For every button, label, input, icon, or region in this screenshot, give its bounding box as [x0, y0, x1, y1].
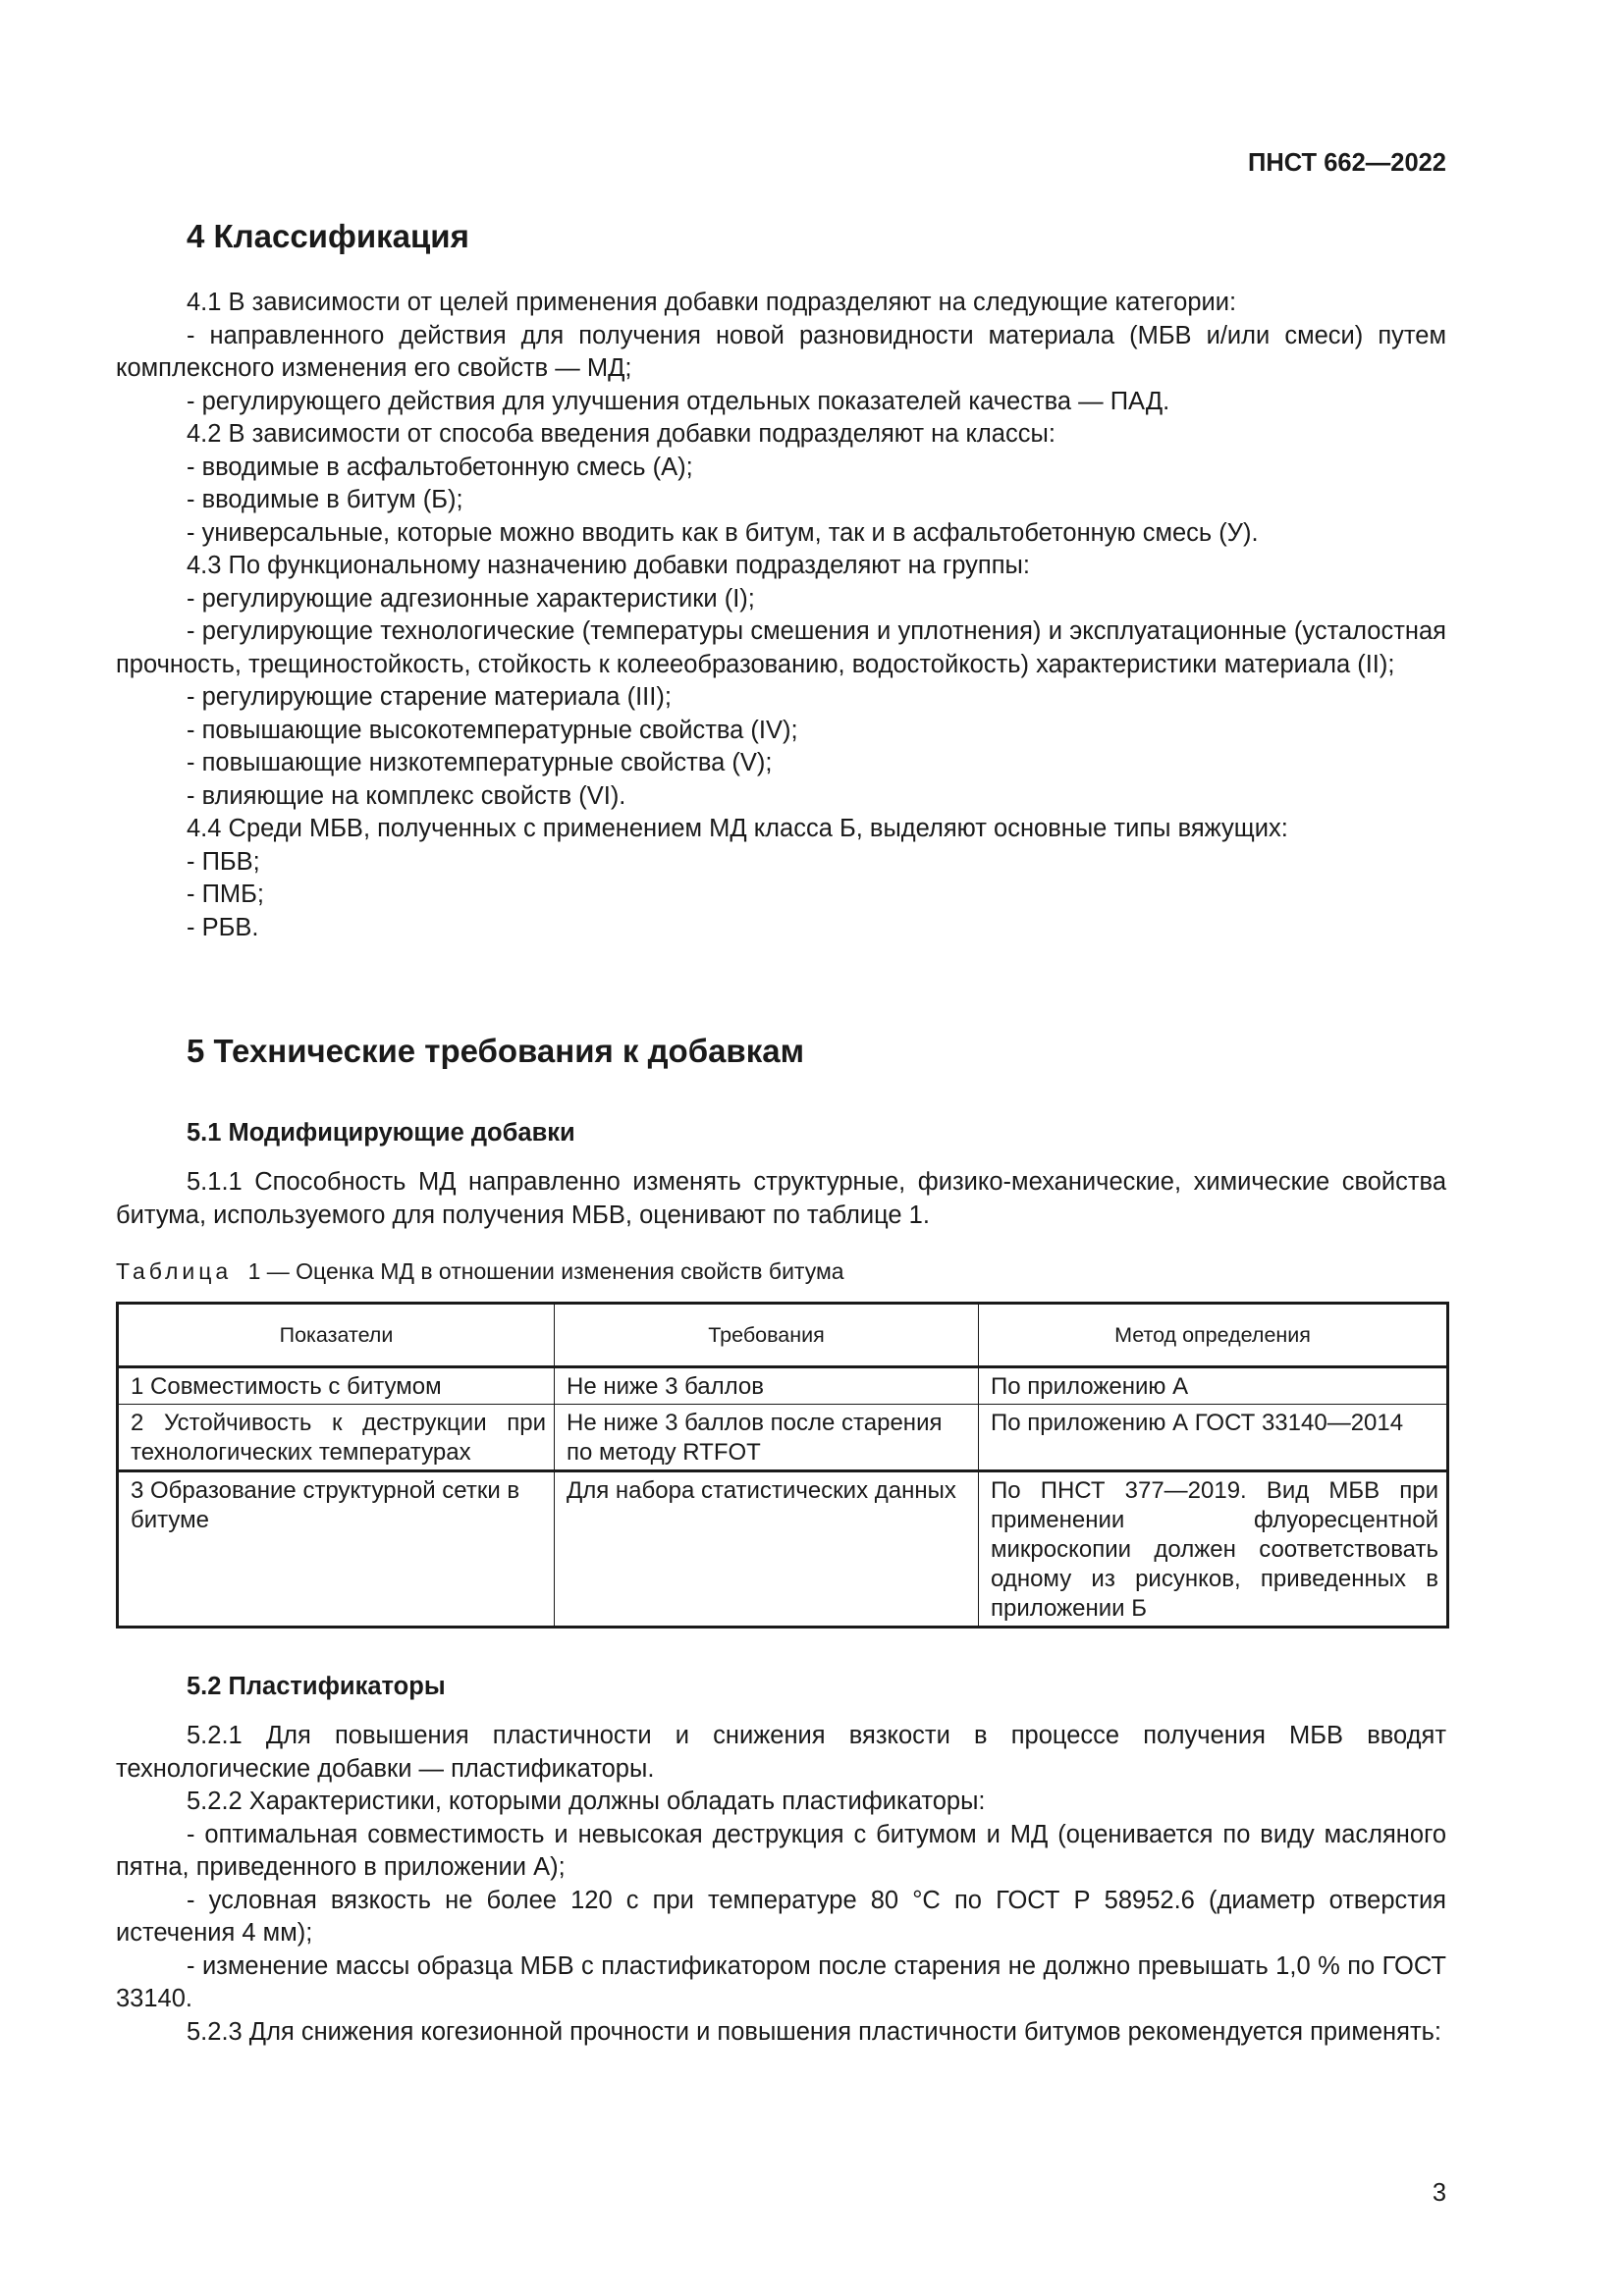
table-1: [116, 1302, 1449, 1629]
document-code: ПНСТ 662—2022: [1248, 149, 1446, 177]
para-5-2-3: 5.2.3 Для снижения когезионной прочности и повышения пластичности битумов рекомендуется применять:: [187, 2017, 1441, 2046]
table-cell: Не ниже 3 баллов после старения по методу RTFOT: [555, 1405, 979, 1471]
list-item: - регулирующие технологические (температуры смешения и уплотнения) и эксплуатационные (усталостная прочность, трещиностойкость, стойкость к колееобразованию, водостойкость) характеристики материала (II);: [116, 617, 1446, 678]
table-cell: По ПНСТ 377—2019. Вид МБВ при применении флуоресцентной микроскопии должен соответствовать одному из рисунков, приведенных в приложении Б: [979, 1471, 1448, 1628]
list-item: - оптимальная совместимость и невысокая деструкция с битумом и МД (оценивается по виду масляного пятна, приведенного в приложении А);: [116, 1820, 1446, 1881]
header-cell: Требования: [555, 1304, 979, 1367]
table-header-row: [118, 1304, 1448, 1367]
table-cell: 1 Совместимость с битумом: [118, 1367, 555, 1405]
list-item: - универсальные, которые можно вводить как в битум, так и в асфальтобетонную смесь (У).: [187, 518, 1259, 547]
section-4-title: 4 Классификация: [187, 218, 469, 254]
table-cell: По приложению А ГОСТ 33140—2014: [979, 1405, 1448, 1471]
table-cell: 2 Устойчивость к деструкции при технологических температурах: [118, 1405, 555, 1471]
list-item: - повышающие высокотемпературные свойства (IV);: [187, 716, 798, 744]
list-item: - влияющие на комплекс свойств (VI).: [187, 781, 626, 810]
list-item: - вводимые в асфальтобетонную смесь (А);: [187, 453, 693, 481]
para-5-2-1: 5.2.1 Для повышения пластичности и снижения вязкости в процессе получения МБВ вводят технологические добавки — пластификаторы.: [116, 1722, 1446, 1783]
header-cell: Метод определения: [979, 1304, 1448, 1367]
list-item: - РБВ.: [187, 913, 259, 941]
page-number: 3: [1432, 2179, 1446, 2207]
list-item: - регулирующие старение материала (III);: [187, 683, 672, 711]
list-item: - изменение массы образца МБВ с пластификатором после старения не должно превышать 1,0 % по ГОСТ 33140.: [116, 1951, 1446, 2012]
table-cell: Не ниже 3 баллов: [555, 1367, 979, 1405]
table-caption-prefix: Таблица: [116, 1258, 233, 1284]
para-4-4: 4.4 Среди МБВ, полученных с применением МД класса Б, выделяют основные типы вяжущих:: [187, 815, 1288, 842]
para-5-2-2: 5.2.2 Характеристики, которыми должны обладать пластификаторы:: [187, 1788, 986, 1815]
para-4-2: 4.2 В зависимости от способа введения добавки подразделяют на классы:: [187, 420, 1056, 448]
para-5-1-1: 5.1.1 Способность МД направленно изменять структурные, физико-механические, химические свойства битума, используемого для получения МБВ, оценивают по таблице 1.: [116, 1168, 1446, 1229]
section-5-title: 5 Технические требования к добавкам: [187, 1033, 804, 1069]
section-4-body: [116, 287, 1446, 944]
list-item: - ПМБ;: [187, 881, 264, 908]
list-item: - регулирующие адгезионные характеристики (I);: [187, 584, 755, 613]
table-row: [118, 1405, 1448, 1471]
table-row: [118, 1471, 1448, 1628]
table-row: [118, 1367, 1448, 1405]
list-item: - вводимые в битум (Б);: [187, 486, 463, 513]
para-4-3: 4.3 По функциональному назначению добавки подразделяют на группы:: [187, 552, 1030, 579]
table-cell: По приложению А: [979, 1367, 1448, 1405]
table-cell: Для набора статистических данных: [555, 1471, 979, 1628]
subsection-5-1-title: 5.1 Модифицирующие добавки: [187, 1119, 575, 1147]
subsection-5-2-body: [116, 1720, 1446, 2049]
subsection-5-2-title: 5.2 Пластификаторы: [187, 1673, 446, 1700]
table-caption-text: 1 — Оценка МД в отношении изменения свойств битума: [247, 1258, 844, 1284]
list-item: - направленного действия для получения новой разновидности материала (МБВ и/или смеси) путем комплексного изменения его свойств — МД;: [116, 321, 1446, 382]
list-item: - условная вязкость не более 120 с при температуре 80 °C по ГОСТ Р 58952.6 (диаметр отверстия истечения 4 мм);: [116, 1886, 1446, 1947]
para-4-1: 4.1 В зависимости от целей применения добавки подразделяют на следующие категории:: [187, 289, 1237, 316]
list-item: - ПБВ;: [187, 847, 260, 876]
list-item: - повышающие низкотемпературные свойства (V);: [187, 749, 773, 776]
table-caption: [116, 1256, 844, 1286]
header-cell: Показатели: [118, 1304, 555, 1367]
list-item: - регулирующего действия для улучшения отдельных показателей качества — ПАД.: [187, 387, 1170, 415]
table-cell: 3 Образование структурной сетки в битуме: [118, 1471, 555, 1628]
